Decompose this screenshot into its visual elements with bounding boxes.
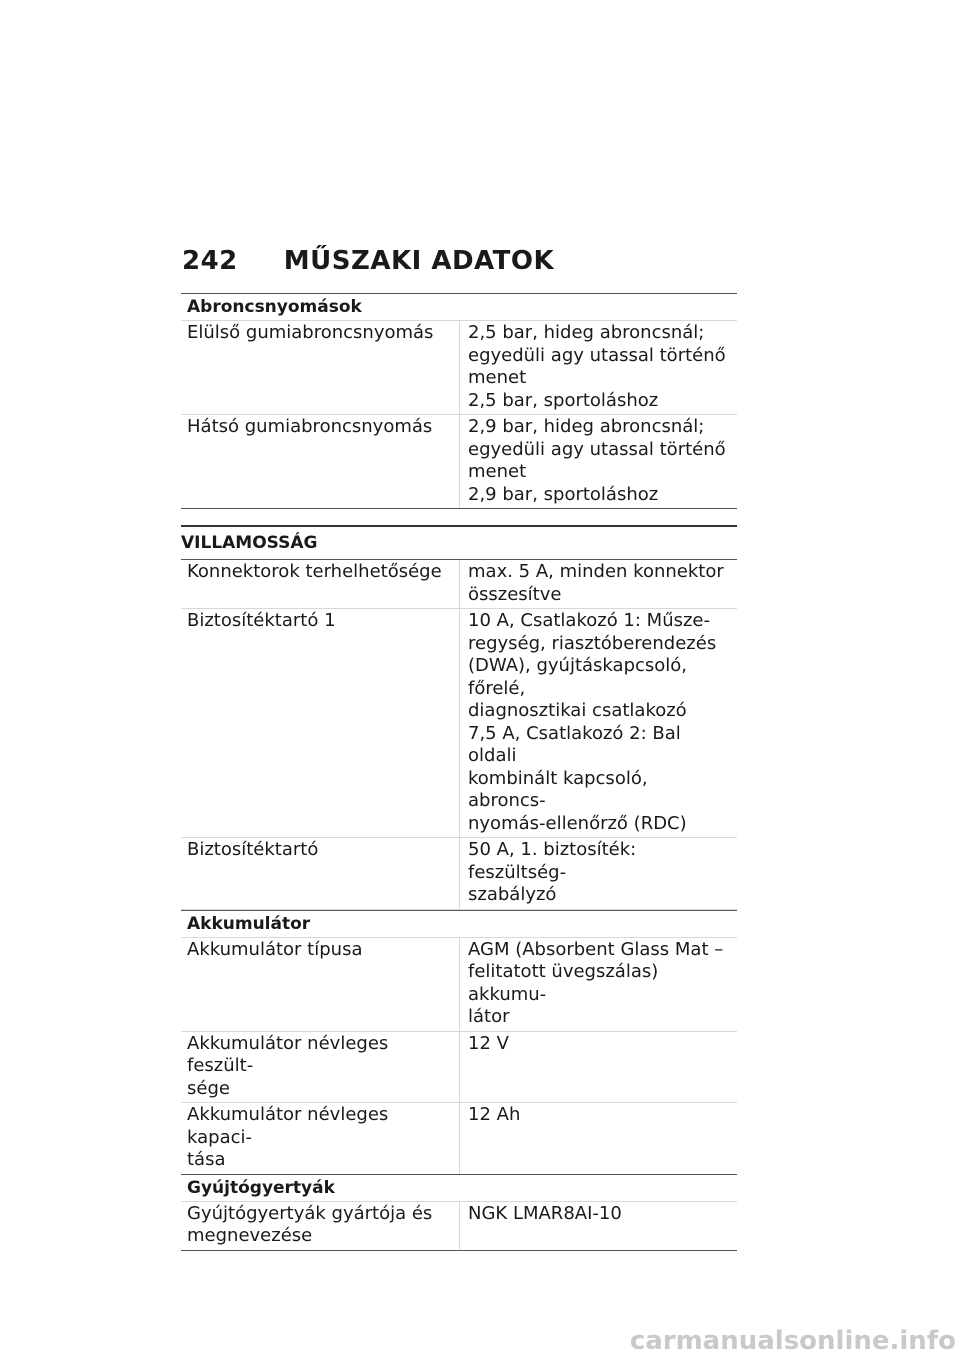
table-row	[181, 609, 737, 838]
table-row	[181, 1103, 737, 1175]
table-row	[181, 1202, 737, 1251]
spec-value: 2,9 bar, hideg abroncsnál; egyedüli agy utassal történő menet 2,9 bar, sportoláshoz	[459, 415, 737, 508]
page-header	[182, 246, 554, 276]
spec-value: AGM (Absorbent Glass Mat – felitatott üvegszálas) akkumu- látor	[459, 938, 737, 1031]
table-row	[181, 415, 737, 509]
spec-value: 12 Ah	[459, 1103, 737, 1174]
table-row	[181, 938, 737, 1032]
table-row	[181, 838, 737, 910]
spec-value: NGK LMAR8AI-10	[459, 1202, 737, 1250]
spec-label: Konnektorok terhelhetősége	[187, 561, 442, 582]
spec-value: max. 5 A, minden konnektor összesítve	[459, 560, 737, 608]
table-row	[181, 321, 737, 415]
watermark: carmanualsonline.info	[629, 1326, 956, 1356]
table-row	[181, 560, 737, 609]
spec-label: Biztosítéktartó	[187, 839, 319, 860]
section-title-battery: Akkumulátor	[181, 910, 737, 938]
page-number: 242	[182, 246, 238, 276]
spec-label: Biztosítéktartó 1	[187, 610, 336, 631]
spec-label: Elülső gumiabroncsnyomás	[187, 322, 434, 343]
spec-label: Hátsó gumiabroncsnyomás	[187, 416, 433, 437]
chapter-title: MŰSZAKI ADATOK	[283, 246, 555, 276]
section-title-electrical: VILLAMOSSÁG	[181, 525, 737, 560]
spec-tables	[181, 293, 737, 1251]
table-row	[181, 1032, 737, 1104]
spec-value: 12 V	[459, 1032, 737, 1103]
spec-label: Akkumulátor típusa	[187, 938, 363, 960]
section-title-spark-plugs: Gyújtógyertyák	[181, 1175, 737, 1202]
spec-value: 10 A, Csatlakozó 1: Műsze- regység, riasztóberendezés (DWA), gyújtáskapcsoló, főrelé, diagnosztikai csatlakozó 7,5 A, Csatlakozó 2: Bal oldali kombinált kapcsoló, abroncs- nyomás-ellenőrző (RDC)	[459, 609, 737, 837]
spec-label: Gyújtógyertyák gyártója és megnevezése	[187, 1202, 433, 1246]
section-title-tire-pressure: Abroncsnyomások	[181, 293, 737, 321]
spec-label: Akkumulátor névleges kapaci- tása	[187, 1104, 389, 1170]
spec-value: 50 A, 1. biztosíték: feszültség- szabályzó	[459, 838, 737, 909]
spec-value: 2,5 bar, hideg abroncsnál; egyedüli agy utassal történő menet 2,5 bar, sportoláshoz	[459, 321, 737, 414]
spec-label: Akkumulátor névleges feszült- sége	[187, 1032, 389, 1099]
